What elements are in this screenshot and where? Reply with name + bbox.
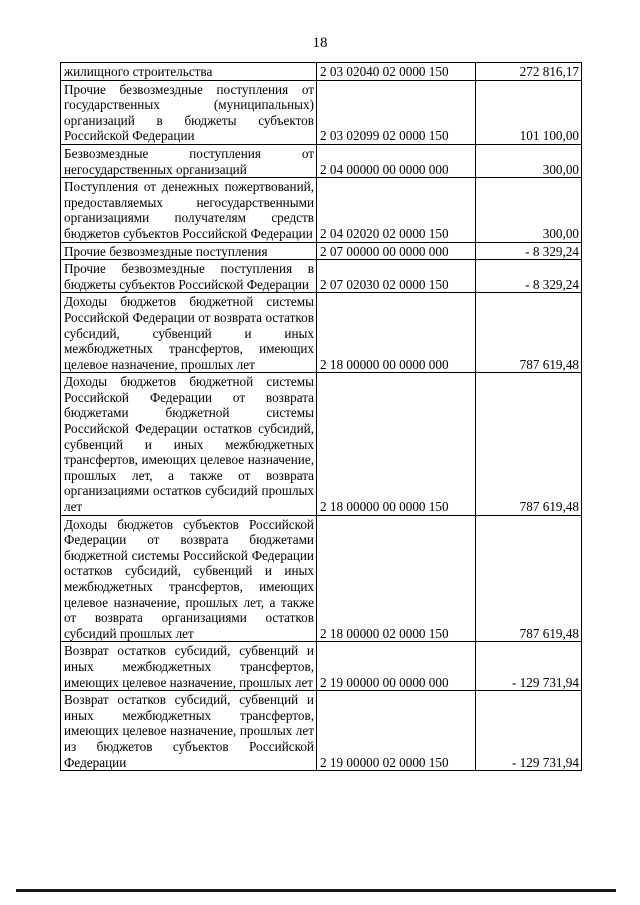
revenue-name-cell: Прочие безвозмездные поступления от государственных (муниципальных) организаций в бюджеты субъектов Российской Федерации [61, 80, 317, 144]
amount-cell: 101 100,00 [476, 80, 582, 144]
table-row [61, 242, 582, 260]
revenue-name-cell: жилищного строительства [61, 63, 317, 81]
amount-cell: - 129 731,94 [476, 642, 582, 691]
budget-code-cell: 2 07 02030 02 0000 150 [317, 260, 476, 293]
amount-cell: - 8 329,24 [476, 260, 582, 293]
budget-code-cell: 2 18 00000 00 0000 000 [317, 293, 476, 373]
revenue-name-cell: Прочие безвозмездные поступления в бюджеты субъектов Российской Федерации [61, 260, 317, 293]
table-row [61, 178, 582, 242]
budget-code-cell: 2 03 02099 02 0000 150 [317, 80, 476, 144]
revenue-name-cell: Безвозмездные поступления от негосударственных организаций [61, 144, 317, 177]
amount-cell: 787 619,48 [476, 515, 582, 642]
table-row [61, 260, 582, 293]
budget-revenue-table [60, 62, 582, 771]
revenue-name-cell: Прочие безвозмездные поступления [61, 242, 317, 260]
table-row [61, 80, 582, 144]
amount-cell: 787 619,48 [476, 373, 582, 515]
table-row [61, 144, 582, 177]
table-row [61, 63, 582, 81]
budget-code-cell: 2 19 00000 00 0000 000 [317, 642, 476, 691]
table-row [61, 642, 582, 691]
page-number: 18 [312, 35, 328, 51]
budget-code-cell: 2 03 02040 02 0000 150 [317, 63, 476, 81]
amount-cell: 300,00 [476, 144, 582, 177]
budget-code-cell: 2 07 00000 00 0000 000 [317, 242, 476, 260]
amount-cell: - 8 329,24 [476, 242, 582, 260]
amount-cell: - 129 731,94 [476, 691, 582, 771]
budget-code-cell: 2 19 00000 02 0000 150 [317, 691, 476, 771]
table-row [61, 515, 582, 642]
revenue-name-cell: Возврат остатков субсидий, субвенций и иных межбюджетных трансфертов, имеющих целевое назначение, прошлых лет [61, 642, 317, 691]
budget-code-cell: 2 04 00000 00 0000 000 [317, 144, 476, 177]
budget-code-cell: 2 04 02020 02 0000 150 [317, 178, 476, 242]
table-row [61, 373, 582, 515]
revenue-name-cell: Доходы бюджетов субъектов Российской Федерации от возврата бюджетами бюджетной системы Российской Федерации остатков субсидий, субвенций и иных межбюджетных трансфертов, имеющих целевое назначение, прошлых лет, а также от возврата организациями остатков субсидий прошлых лет [61, 515, 317, 642]
table-row [61, 293, 582, 373]
amount-cell: 300,00 [476, 178, 582, 242]
amount-cell: 272 816,17 [476, 63, 582, 81]
budget-code-cell: 2 18 00000 00 0000 150 [317, 373, 476, 515]
revenue-name-cell: Доходы бюджетов бюджетной системы Российской Федерации от возврата остатков субсидий, субвенций и иных межбюджетных трансфертов, имеющих целевое назначение, прошлых лет [61, 293, 317, 373]
page-bottom-rule [16, 889, 616, 892]
budget-code-cell: 2 18 00000 02 0000 150 [317, 515, 476, 642]
amount-cell: 787 619,48 [476, 293, 582, 373]
table-body [61, 63, 582, 771]
revenue-name-cell: Поступления от денежных пожертвований, предоставляемых негосударственными организациями получателям средств бюджетов субъектов Российской Федерации [61, 178, 317, 242]
revenue-name-cell: Доходы бюджетов бюджетной системы Российской Федерации от возврата бюджетами бюджетной системы Российской Федерации остатков субсидий, субвенций и иных межбюджетных трансфертов, имеющих целевое назначение, прошлых лет, а также от возврата организациями остатков субсидий прошлых лет [61, 373, 317, 515]
revenue-name-cell: Возврат остатков субсидий, субвенций и иных межбюджетных трансфертов, имеющих целевое назначение, прошлых лет из бюджетов субъектов Российской Федерации [61, 691, 317, 771]
table-row [61, 691, 582, 771]
